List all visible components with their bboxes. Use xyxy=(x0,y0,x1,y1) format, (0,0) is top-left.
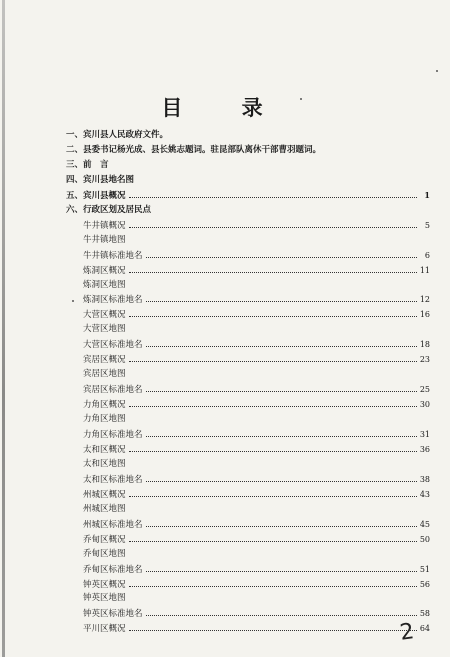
toc-entry xyxy=(83,517,430,532)
toc-dot-leader xyxy=(129,307,417,317)
toc-entry-label: 乔甸区标准地名 xyxy=(83,564,143,575)
toc-entry-page-number: 43 xyxy=(419,489,430,499)
toc-dot-leader xyxy=(129,621,417,631)
toc-dot-leader xyxy=(146,427,417,437)
toc-entry xyxy=(83,412,430,427)
toc-dot-leader xyxy=(129,218,417,228)
toc-entry-label: 牛井镇概况 xyxy=(83,220,126,231)
toc-entry-label: 州城区地图 xyxy=(83,503,126,514)
toc-entry-label: 四、宾川县地名图 xyxy=(66,174,135,185)
toc-entry-label: 一、宾川县人民政府文件。 xyxy=(66,130,169,140)
toc-entry-label: 州城区概况 xyxy=(83,489,126,500)
toc-entry-label: 宾居区标准地名 xyxy=(83,385,143,396)
toc-entry-page-number: 1 xyxy=(424,189,430,200)
toc-entry-page-number: 36 xyxy=(419,444,430,454)
toc-entry-label: 宾居区地图 xyxy=(83,369,126,380)
toc-entry xyxy=(66,143,430,158)
toc-entry-label: 太和区标准地名 xyxy=(83,474,143,485)
toc-entry-page-number: 51 xyxy=(419,564,430,574)
toc-dot-leader xyxy=(146,606,417,616)
toc-dot-leader xyxy=(129,577,417,587)
toc-entry xyxy=(83,427,430,442)
toc-entry-label: 太和区地图 xyxy=(83,458,126,469)
toc-entry-label: 州城区标准地名 xyxy=(83,519,143,530)
toc-entry xyxy=(83,233,430,248)
toc-entry-label: 牛井镇地图 xyxy=(83,234,126,245)
toc-entry-page-number: 12 xyxy=(419,295,430,305)
toc-entry xyxy=(83,263,430,278)
toc-entry-label: 力角区标准地名 xyxy=(83,430,143,440)
toc-entry xyxy=(83,352,430,367)
toc-entry xyxy=(66,128,430,143)
toc-dot-leader xyxy=(129,487,417,497)
toc-entry xyxy=(83,337,430,352)
toc-entry-page-number: 18 xyxy=(419,340,430,350)
toc-entry xyxy=(66,158,430,173)
toc-dot-leader xyxy=(129,188,417,198)
toc-entry-label: 炼洞区标准地名 xyxy=(83,295,143,306)
toc-entry-label: 宾居区概况 xyxy=(83,355,126,366)
toc-entry xyxy=(83,442,430,457)
toc-entry-label: 大营区标准地名 xyxy=(83,340,143,351)
toc-dot-leader xyxy=(129,442,417,452)
toc-entry-page-number: 58 xyxy=(419,609,430,619)
toc-entry xyxy=(83,502,430,517)
toc-entry xyxy=(66,173,430,188)
toc-entry-label: 炼洞区地图 xyxy=(83,279,126,290)
toc-entry xyxy=(83,218,430,233)
toc-entry-label: 平川区概况 xyxy=(83,624,126,635)
toc-dot-leader xyxy=(146,382,417,392)
toc-dot-leader xyxy=(129,352,417,362)
toc-entry-label: 二、县委书记杨光成、县长姚志题词。驻昆部队离休干部曹羽题词。 xyxy=(66,144,322,155)
toc-entry-label: 炼洞区概况 xyxy=(83,265,126,276)
toc-entry-page-number: 45 xyxy=(419,519,430,529)
toc-dot-leader xyxy=(146,337,417,347)
toc-dot-leader xyxy=(146,248,417,258)
toc-entry xyxy=(83,457,430,472)
toc-entry xyxy=(83,367,430,382)
toc-entry-label: 钟英区地图 xyxy=(83,593,126,604)
toc-entry-page-number: 31 xyxy=(419,430,430,439)
toc-entry-page-number: 11 xyxy=(419,265,430,275)
toc-entry-label: 大营区地图 xyxy=(83,324,126,335)
toc-entry-label: 钟英区概况 xyxy=(83,579,126,590)
toc-entry xyxy=(66,203,430,218)
toc-entry-label: 乔甸区地图 xyxy=(83,548,126,559)
toc-entry xyxy=(83,487,430,502)
toc-entry-label: 力角区概况 xyxy=(83,400,126,411)
toc-entry xyxy=(83,547,430,562)
toc-entry xyxy=(83,472,430,487)
toc-entry-label: 六、行政区划及居民点 xyxy=(66,204,152,215)
toc-entry-page-number: 30 xyxy=(419,400,430,410)
toc-entry-label: 力角区地图 xyxy=(83,414,126,425)
toc-entry xyxy=(83,532,430,547)
toc-dot-leader xyxy=(129,263,417,273)
toc-entry xyxy=(83,307,430,322)
toc-entry-page-number: 50 xyxy=(419,534,430,544)
toc-entry-page-number: 56 xyxy=(419,579,430,589)
toc-entry-label: 牛井镇标准地名 xyxy=(83,250,143,261)
scan-speck xyxy=(436,70,438,72)
toc-entry xyxy=(83,397,430,412)
toc-entry-label: 大营区概况 xyxy=(83,310,126,321)
toc-entry-page-number: 23 xyxy=(419,355,430,365)
toc-entry xyxy=(83,562,430,577)
toc-entry-page-number: 6 xyxy=(424,250,430,260)
toc-entry-label: 乔甸区概况 xyxy=(83,534,126,545)
toc-dot-leader xyxy=(146,292,417,302)
toc-entry-page-number: 64 xyxy=(419,624,430,634)
toc-entry xyxy=(83,591,430,606)
toc-entry xyxy=(83,382,430,397)
toc-entry-page-number: 5 xyxy=(424,220,430,230)
toc-entry xyxy=(83,278,430,293)
toc-entry xyxy=(66,188,430,203)
toc-dot-leader xyxy=(146,562,417,572)
page-title: 目 录 xyxy=(161,95,289,120)
toc-entry xyxy=(83,577,430,592)
toc-entry xyxy=(83,606,430,621)
toc-entry-label: 三、前 言 xyxy=(66,159,109,170)
toc-entry-label: 五、宾川县概况 xyxy=(66,190,126,201)
toc-dot-leader xyxy=(129,532,417,542)
toc-dot-leader xyxy=(146,517,417,527)
toc-dot-leader xyxy=(146,472,417,482)
toc-entry-label: 太和区概况 xyxy=(83,444,126,455)
toc-dot-leader xyxy=(129,397,417,407)
toc-entry xyxy=(83,322,430,337)
toc-entry-page-number: 16 xyxy=(419,310,430,320)
scan-speck xyxy=(72,300,74,302)
toc-entry xyxy=(83,621,430,636)
handwritten-page-mark: 2 xyxy=(398,619,416,646)
toc-entry-page-number: 25 xyxy=(419,385,430,395)
scan-speck xyxy=(300,98,302,100)
toc-entry xyxy=(83,248,430,263)
toc-entry xyxy=(83,292,430,307)
toc-entry-label: 钟英区标准地名 xyxy=(83,609,143,620)
toc-entry-page-number: 38 xyxy=(419,474,430,484)
